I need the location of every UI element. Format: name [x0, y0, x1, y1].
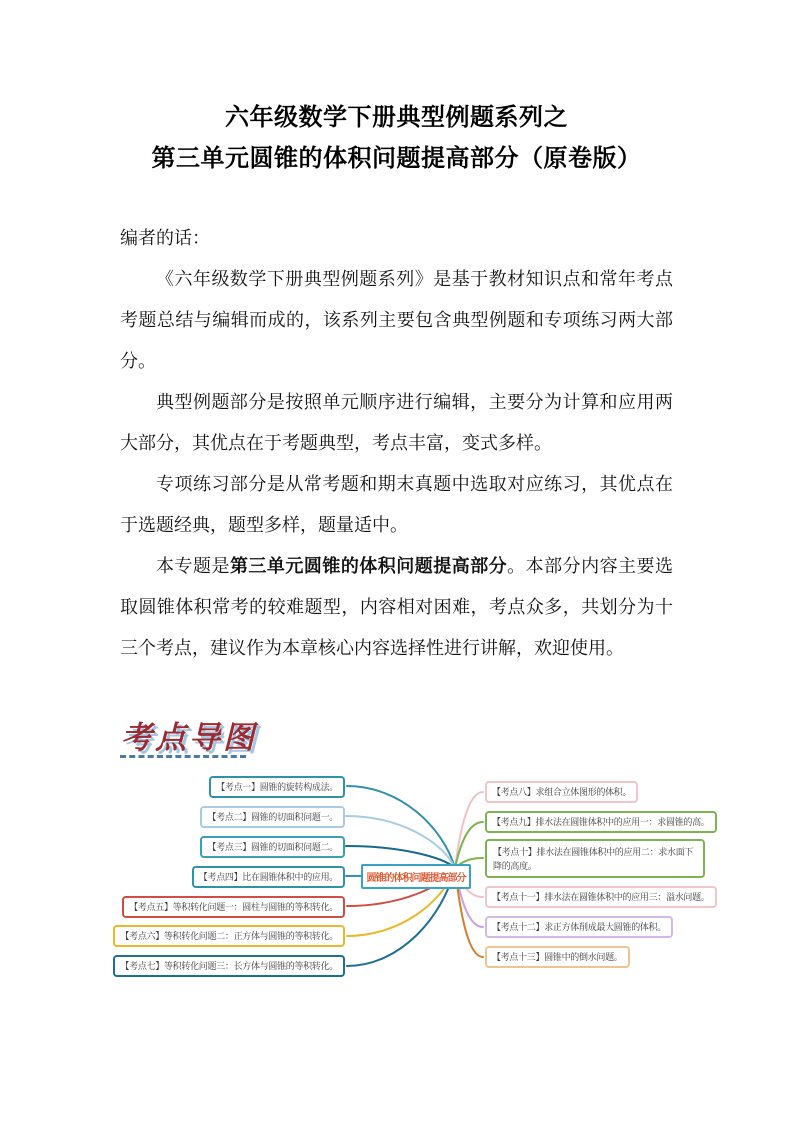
mindmap-heading-underline [120, 755, 246, 758]
paragraph-4-prefix: 本专题是 [156, 556, 230, 576]
editor-note-heading: 编者的话： [120, 228, 210, 248]
mindmap-node-kaodian-12: 【考点十二】求正方体削成最大圆锥的体积。 [485, 916, 673, 938]
paragraph-3: 专项练习部分是从常考题和期末真题中选取对应练习，其优点在于选题经典，题型多样，题量适中。 [120, 474, 673, 535]
mindmap-node-kaodian-9: 【考点九】排水法在圆锥体积中的应用一：求圆锥的高。 [485, 811, 717, 833]
connector-line [346, 816, 455, 868]
connector-line [455, 792, 483, 868]
mindmap-node-kaodian-7: 【考点七】等积转化问题三：长方体与圆锥的等积转化。 [113, 955, 345, 977]
mindmap-center-node: 圆锥的体积问题提高部分 [361, 864, 471, 889]
mindmap-heading: 考点导图 [121, 720, 257, 756]
mindmap-node-kaodian-2: 【考点二】圆锥的切面积问题一。 [200, 806, 345, 828]
mindmap-node-kaodian-3: 【考点三】圆锥的切面积问题二。 [200, 836, 345, 858]
paragraph-4-rest: 。本部分内容主要选取圆锥体积常考的较难题型，内容相对困难，考点众多，共划分为十三个考点，建议作为本章核心内容选择性进行讲解，欢迎使用。 [120, 556, 674, 658]
title-line-2: 第三单元圆锥的体积问题提高部分（原卷版） [151, 145, 642, 172]
paragraph-4 [120, 546, 673, 669]
mindmap-node-kaodian-8: 【考点八】求组合立体图形的体积。 [485, 781, 638, 803]
paragraph-1: 《六年级数学下册典型例题系列》是基于教材知识点和常年考点考题总结与编辑而成的，该系列主要包含典型例题和专项练习两大部分。 [120, 269, 673, 371]
mindmap-node-kaodian-1: 【考点一】圆锥的旋转构成法。 [209, 776, 345, 798]
mindmap-node-kaodian-10: 【考点十】排水法在圆锥体积中的应用二：求水面下降的高度。 [485, 839, 705, 878]
editor-note [120, 218, 673, 669]
mindmap-node-kaodian-4: 【考点四】比在圆锥体积中的应用。 [192, 866, 345, 888]
title-line-1: 六年级数学下册典型例题系列之 [225, 104, 568, 131]
paragraph-2: 典型例题部分是按照单元顺序进行编辑，主要分为计算和应用两大部分，其优点在于考题典型，考点丰富，变式多样。 [120, 392, 673, 453]
mindmap-node-kaodian-11: 【考点十一】排水法在圆锥体积中的应用三：溢水问题。 [485, 886, 717, 908]
mindmap-node-kaodian-13: 【考点十三】圆锥中的倒水问题。 [485, 946, 630, 968]
connector-line [455, 822, 483, 868]
mindmap-node-kaodian-5: 【考点五】等积转化问题一：圆柱与圆锥的等积转化。 [122, 896, 345, 918]
connector-line [347, 786, 455, 868]
paragraph-4-bold: 第三单元圆锥的体积问题提高部分 [229, 556, 508, 576]
document-title [0, 97, 793, 179]
mindmap-node-kaodian-6: 【考点六】等积转化问题二：正方体与圆锥的等积转化。 [113, 925, 345, 947]
